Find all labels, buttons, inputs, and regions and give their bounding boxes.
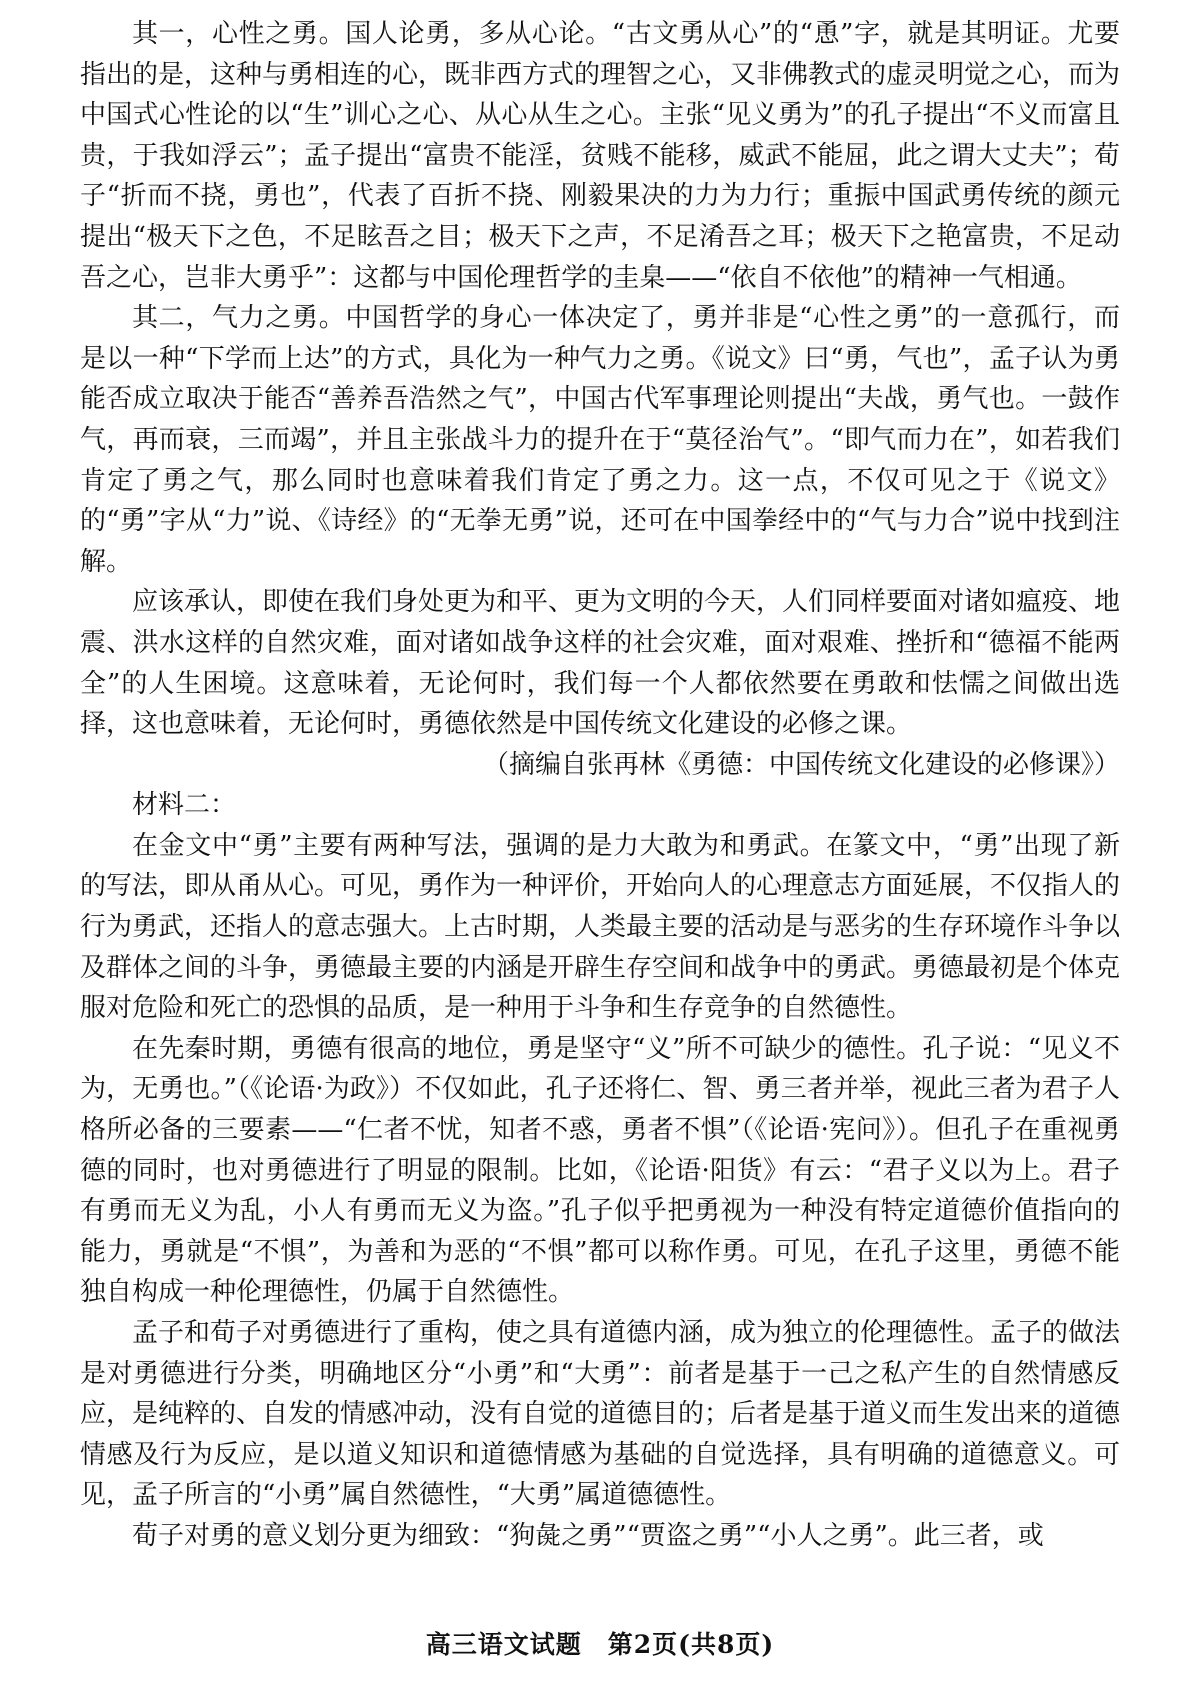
exam-page [80, 14, 1120, 1557]
source-citation: （摘编自张再林《勇德：中国传统文化建设的必修课》） [482, 749, 1120, 780]
material-two-section [80, 785, 1120, 1556]
paragraph: 在先秦时期，勇德有很高的地位，勇是坚守“义”所不可缺少的德性。孔子说：“见义不为，无勇也。”（《论语·为政》）不仅如此，孔子还将仁、智、勇三者并举，视此三者为君子人格所必备的三要素——“仁者不忧，知者不惑，勇者不惧”（《论语·宪问》）。但孔子在重视勇德的同时，也对勇德进行了明显的限制。比如，《论语·阳货》有云：“君子义以为上。君子有勇而无义为乱，小人有勇而无义为盗。”孔子似乎把勇视为一种没有特定道德价值指向的能力，勇就是“不惧”，为善和为恶的“不惧”都可以称作勇。可见，在孔子这里，勇德不能独自构成一种伦理德性，仍属于自然德性。 [80, 1033, 1120, 1308]
paragraph: 孟子和荀子对勇德进行了重构，使之具有道德内涵，成为独立的伦理德性。孟子的做法是对勇德进行分类，明确地区分“小勇”和“大勇”：前者是基于一己之私产生的自然情感反应，是纯粹的、自发的情感冲动，没有自觉的道德目的；后者是基于道义而生发出来的道德情感及行为反应，是以道义知识和道德情感为基础的自觉选择，具有明确的道德意义。可见，孟子所言的“小勇”属自然德性，“大勇”属道德德性。 [80, 1318, 1121, 1511]
paragraph: 应该承认，即使在我们身处更为和平、更为文明的今天，人们同样要面对诸如瘟疫、地震、洪水这样的自然灾难，面对诸如战争这样的社会灾难，面对艰难、挫折和“德福不能两全”的人生困境。这意味着，无论何时，我们每一个人都依然要在勇敢和怯懦之间做出选择，这也意味着，无论何时，勇德依然是中国传统文化建设的必修之课。 [80, 587, 1121, 740]
section-heading: 材料二： [132, 790, 237, 821]
material-one-section [80, 14, 1120, 785]
paragraph: 在金文中“勇”主要有两种写法，强调的是力大敢为和勇武。在篆文中，“勇”出现了新的写法，即从甬从心。可见，勇作为一种评价，开始向人的心理意志方面延展，不仅指人的行为勇武，还指人的意志强大。上古时期，人类最主要的活动是与恶劣的生存环境作斗争以及群体之间的斗争，勇德最主要的内涵是开辟生存空间和战争中的勇武。勇德最初是个体克服对危险和死亡的恐惧的品质，是一种用于斗争和生存竞争的自然德性。 [80, 830, 1121, 1024]
paragraph: 荀子对勇的意义划分更为细致：“狗彘之勇”“贾盗之勇”“小人之勇”。此三者，或 [132, 1520, 1044, 1551]
paragraph: 其二，气力之勇。中国哲学的身心一体决定了，勇并非是“心性之勇”的一意孤行，而是以一种“下学而上达”的方式，具化为一种气力之勇。《说文》曰“勇，气也”，孟子认为勇能否成立取决于能否“善养吾浩然之气”，中国古代军事理论则提出“夫战，勇气也。一鼓作气，再而衰，三而竭”，并且主张战斗力的提升在于“莫径治气”。“即气而力在”，如若我们肯定了勇之气，那么同时也意味着我们肯定了勇之力。这一点，不仅可见之于《说文》的“勇”字从“力”说、《诗经》的“无拳无勇”说，还可在中国拳经中的“气与力合”说中找到注解。 [80, 303, 1120, 577]
page-footer: 高三语文试题 第2页(共8页) [425, 1630, 775, 1659]
paragraph: 其一，心性之勇。国人论勇，多从心论。“古文勇从心”的“恿”字，就是其明证。尤要指出的是，这种与勇相连的心，既非西方式的理智之心，又非佛教式的虚灵明觉之心，而为中国式心性论的以“生”训心之心、从心从生之心。主张“见义勇为”的孔子提出“不义而富且贵，于我如浮云”；孟子提出“富贵不能淫，贫贱不能移，威武不能屈，此之谓大丈夫”；荀子“折而不挠，勇也”，代表了百折不挠、刚毅果决的力为力行；重振中国武勇传统的颜元提出“极天下之色，不足眩吾之目；极天下之声，不足淆吾之耳；极天下之艳富贵，不足动吾之心，岂非大勇乎”：这都与中国伦理哲学的圭臬——“依自不依他”的精神一气相通。 [80, 19, 1121, 293]
